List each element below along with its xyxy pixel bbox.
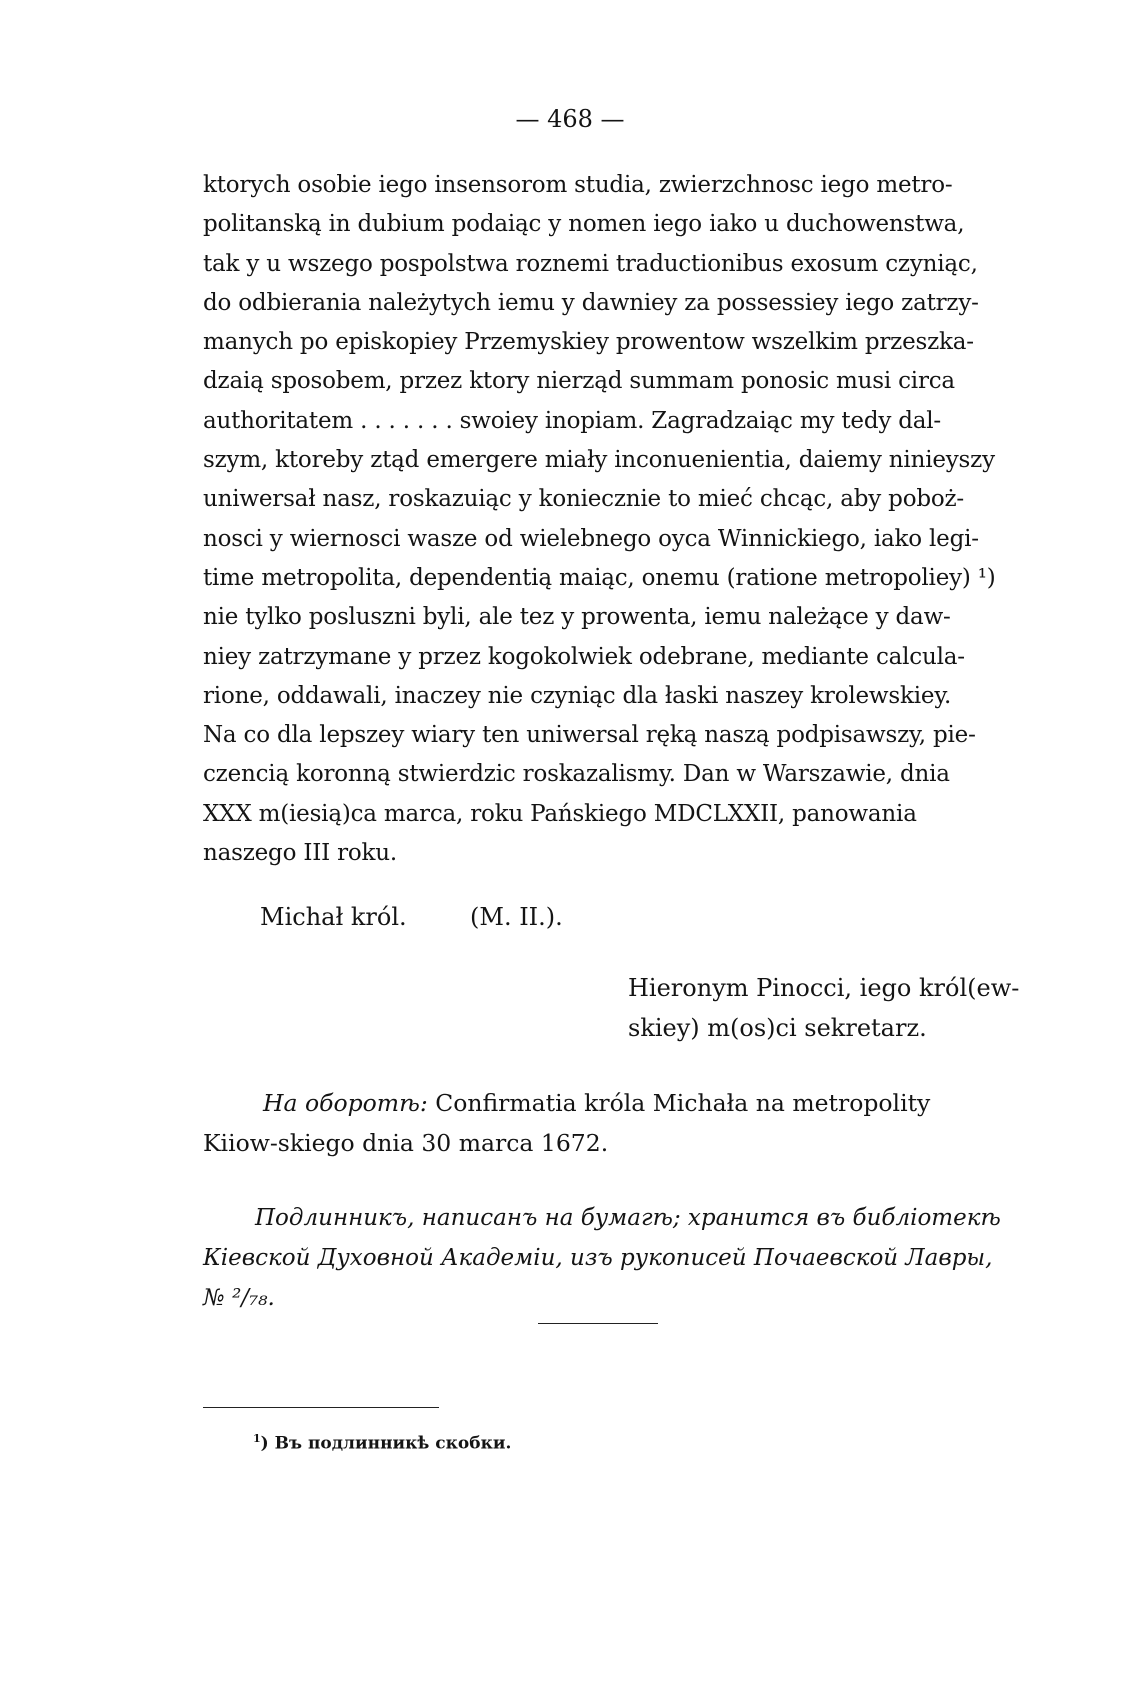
section-divider bbox=[538, 1323, 658, 1324]
text-line: XXX m(iesią)ca marca, roku Pańskiego MDCLXXII, panowania bbox=[203, 800, 917, 827]
footnote bbox=[253, 1432, 511, 1454]
text-line: dzaią sposobem, przez ktory nierząd summam ponosic musi circa bbox=[203, 368, 955, 395]
text-line: ktorych osobie iego insensorom studia, zwierzchnosc iego metro- bbox=[203, 172, 953, 198]
text-line: uniwersał nasz, roskazuiąc y koniecznie to mieć chcąc, aby poboż- bbox=[203, 486, 965, 513]
text-line: nie tylko posluszni byli, ale tez y prowenta, iemu należące y daw- bbox=[203, 604, 951, 631]
text-line: politanską in dubium podaiąc y nomen iego iako u duchowenstwa, bbox=[203, 211, 965, 238]
text-line: authoritatem . . . . . . . swoiey inopiam. Zagradzaiąc my tedy dal- bbox=[203, 407, 942, 434]
text-line: nosci y wiernosci wasze od wielebnego oyca Winnickiego, iako legi- bbox=[203, 525, 979, 552]
verso-label: На оборотѣ: bbox=[263, 1089, 428, 1117]
seal-mark: (M. II.). bbox=[470, 903, 563, 931]
text-line: naszego III roku. bbox=[203, 840, 398, 867]
page-number: — 468 — bbox=[515, 105, 625, 133]
main-text bbox=[203, 166, 1011, 873]
text-line: tak y u wszego pospolstwa roznemi traductionibus exosum czyniąc, bbox=[203, 250, 978, 277]
text-line: szym, ktoreby ztąd emergere miały inconuenientia, daiemy ninieyszy bbox=[203, 447, 995, 474]
text-line: rione, oddawali, inaczey nie czyniąc dla łaski naszey krolewskiey. bbox=[203, 682, 952, 709]
verso-text: Confirmatia króla Michała na metropolity Kiiow-skiego dnia 30 marca 1672. bbox=[203, 1089, 931, 1157]
secretary-line: skiey) m(os)ci sekretarz. bbox=[628, 1014, 927, 1042]
king-signature: Michał król. bbox=[260, 903, 407, 931]
footnote-marker: 1 bbox=[253, 1432, 261, 1445]
text-line: Na co dla lepszey wiary ten uniwersal ręką naszą podpisawszy, pie- bbox=[203, 722, 976, 749]
text-line: time metropolita, dependentią maiąc, onemu (ratione metropoliey) ¹) bbox=[203, 564, 996, 591]
text-line: do odbierania należytych iemu y dawniey za possessiey iego zatrzy- bbox=[203, 289, 979, 316]
text-line: manych po episkopiey Przemyskiey prowentow wszelkim przeszka- bbox=[203, 329, 974, 356]
footnote-rule bbox=[203, 1407, 439, 1408]
text-line: czencią koronną stwierdzic roskazalismy. Dan w Warszawie, dnia bbox=[203, 761, 950, 788]
secretary-signature bbox=[628, 968, 1019, 1048]
secretary-line: Hieronym Pinocci, iego król(ew- bbox=[628, 974, 1020, 1002]
source-note: Подлинникъ, написанъ на бумагѣ; хранится въ библіотекѣ Кіевской Духовной Академіи, изъ рукописей Почаевской Лавры, № ²/₇₈. bbox=[203, 1205, 1001, 1311]
text-line: niey zatrzymane y przez kogokolwiek odebrane, mediante calcula- bbox=[203, 643, 965, 670]
verso-note bbox=[203, 1083, 1011, 1163]
footnote-text: ) Въ подлинникѣ скобки. bbox=[260, 1433, 512, 1454]
